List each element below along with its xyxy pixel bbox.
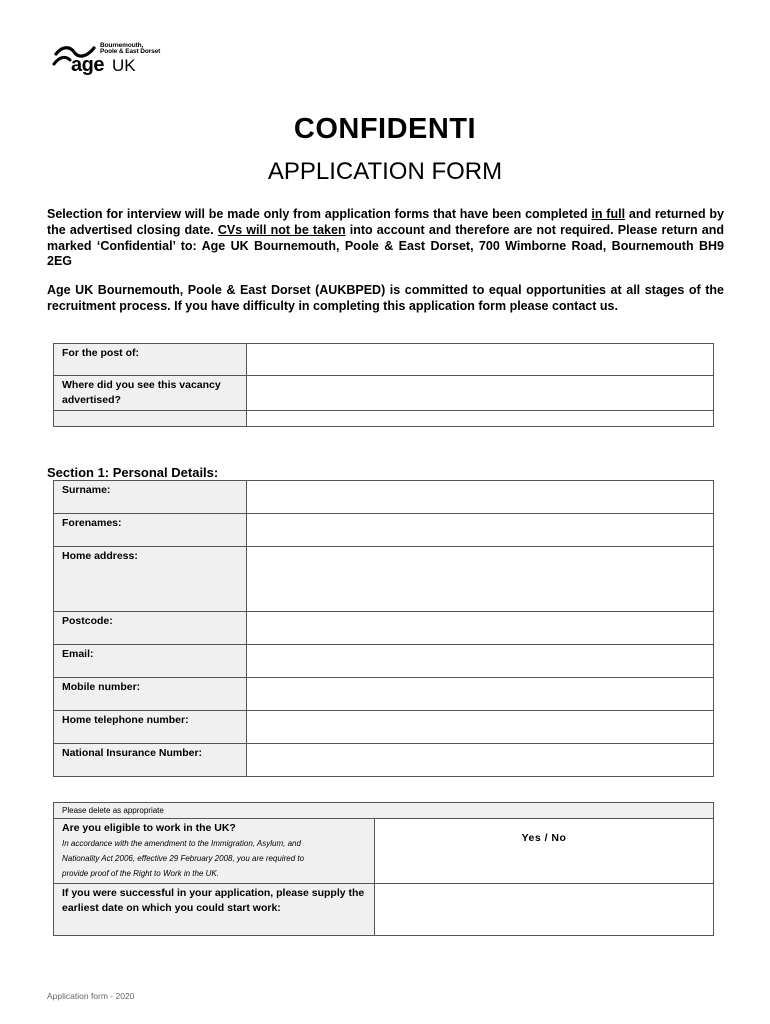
post-input[interactable]	[247, 344, 714, 376]
personal-details-table	[53, 480, 714, 777]
legal-note-1: In accordance with the amendment to the Immigration, Asylum, and	[62, 839, 301, 848]
in-full-emphasis: in full	[591, 207, 626, 221]
eligibility-table	[53, 802, 714, 936]
surname-label: Surname:	[54, 481, 247, 514]
blank-input-cell[interactable]	[247, 411, 714, 427]
blank-label-cell	[54, 411, 247, 427]
post-label: For the post of:	[54, 344, 247, 376]
age-uk-logo	[52, 40, 167, 78]
mobile-number-input[interactable]	[247, 678, 714, 711]
postcode-input[interactable]	[247, 612, 714, 645]
start-date-label: If you were successful in your application, please supply the earliest date on which you could start work:	[54, 884, 375, 936]
home-telephone-input[interactable]	[247, 711, 714, 744]
logo-age-word: age	[71, 54, 104, 76]
eligibility-question-cell	[54, 819, 375, 884]
legal-note-3: provide proof of the Right to Work in the UK.	[62, 869, 219, 878]
postcode-label: Postcode:	[54, 612, 247, 645]
post-table	[53, 343, 714, 427]
intro-paragraph-2: Age UK Bournemouth, Poole & East Dorset (AUKBPED) is committed to equal opportunities at all stages of the recruitment process. If you have difficulty in completing this application form please contact us.	[47, 283, 724, 313]
vacancy-source-input[interactable]	[247, 376, 714, 411]
logo-line-2: Poole & East Dorset	[100, 48, 161, 55]
document-subtitle: APPLICATION FORM	[267, 158, 503, 185]
vacancy-source-label: Where did you see this vacancy advertised?	[54, 376, 247, 411]
logo-line-1: Bournemouth,	[100, 42, 144, 49]
cvs-emphasis: CVs will not be taken	[217, 222, 346, 237]
logo-uk-word: UK	[112, 56, 136, 75]
surname-input[interactable]	[247, 481, 714, 514]
email-label: Email:	[54, 645, 247, 678]
footer-text: Application form - 2020	[47, 991, 135, 1001]
ni-number-label: National Insurance Number:	[54, 744, 247, 777]
section-1-heading: Section 1: Personal Details:	[47, 465, 219, 480]
eligibility-question: Are you eligible to work in the UK?	[62, 822, 236, 834]
yes-no-answer[interactable]: Yes / No	[375, 819, 714, 884]
mobile-number-label: Mobile number:	[54, 678, 247, 711]
intro-paragraph-1: Selection for interview will be made only from application forms that have been completed in full and returned by the advertised closing date. CVs will not be taken into account and therefore are not required. Please return and marked ‘Confidential’ to: Age UK Bournemouth, Poole & East Dorset, 700 Wimborne Road, Bournemouth BH9 2EG	[47, 207, 724, 269]
home-address-input[interactable]	[247, 547, 714, 612]
forenames-input[interactable]	[247, 514, 714, 547]
legal-note-2: Nationality Act 2006, effective 29 February 2008, you are required to	[62, 854, 305, 863]
delete-note: Please delete as appropriate	[54, 803, 714, 819]
home-telephone-label: Home telephone number:	[54, 711, 247, 744]
forenames-label: Forenames:	[54, 514, 247, 547]
email-input[interactable]	[247, 645, 714, 678]
start-date-input[interactable]	[375, 884, 714, 936]
home-address-label: Home address:	[54, 547, 247, 612]
ni-number-input[interactable]	[247, 744, 714, 777]
document-title: CONFIDENTI	[293, 113, 477, 145]
